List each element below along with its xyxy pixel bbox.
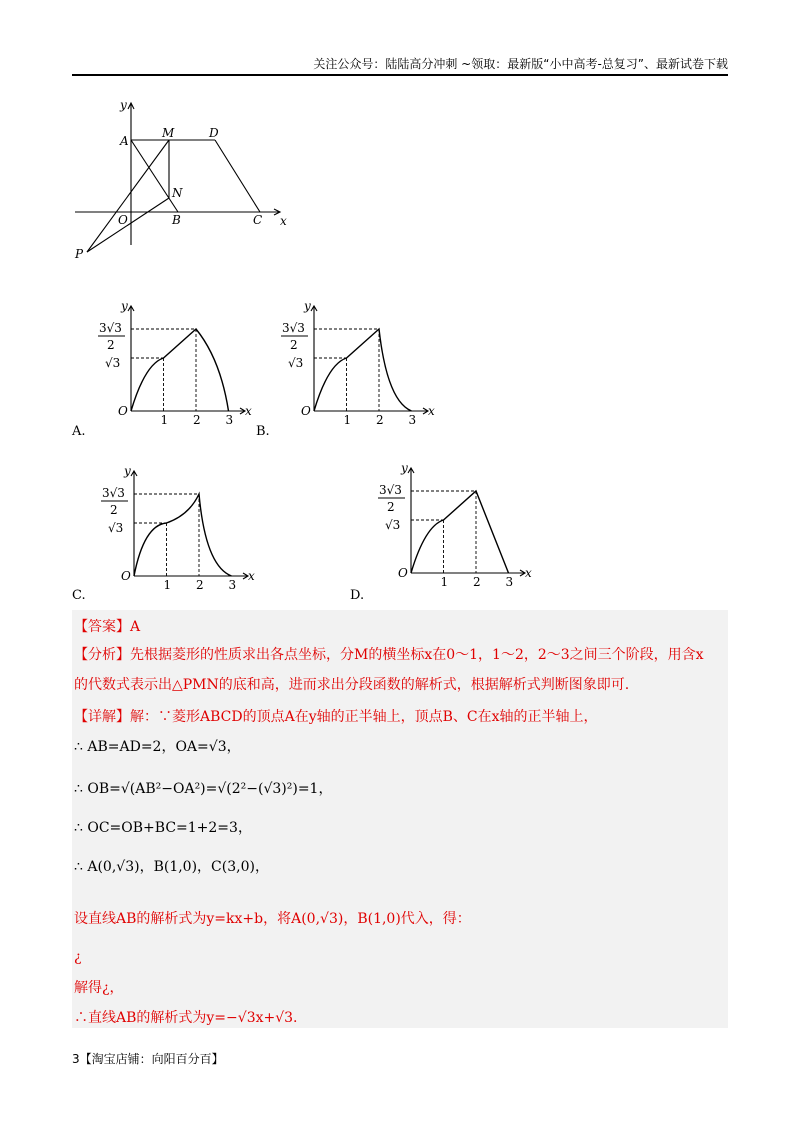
y-tick-top-num: 3√3 xyxy=(379,483,402,497)
origin-label: O xyxy=(398,566,408,580)
rhombus-figure xyxy=(70,95,300,265)
origin-label: O xyxy=(118,404,128,418)
fig-label-y: y xyxy=(120,98,127,112)
answer-tag: 【答案】 xyxy=(74,619,130,635)
y-label: y xyxy=(304,299,311,313)
option-a-curve xyxy=(131,329,229,411)
y-tick-low: √3 xyxy=(108,521,124,535)
x-tick-label: 1 xyxy=(163,578,172,592)
detail-line-1 xyxy=(74,707,598,727)
y-tick-top-num: 3√3 xyxy=(282,321,305,335)
detail-line-3: ∴ OB=√(AB²−OA²)=√(2²−(√3)²)=1， xyxy=(74,781,333,797)
detail-line-7: ¿ xyxy=(74,949,82,965)
option-d-curve xyxy=(411,491,509,573)
detail-line-9: ∴直线AB的解析式为y=−√3x+√3. xyxy=(74,1010,298,1026)
x-label: x xyxy=(248,569,255,583)
detail-line-6: 设直线AB的解析式为y=kx+b，将A(0,√3)，B(1,0)代入，得： xyxy=(74,911,471,927)
detail-line-4: ∴ OC=OB+BC=1+2=3， xyxy=(74,820,252,836)
fig-label-B: B xyxy=(172,213,181,227)
x-tick-label: 2 xyxy=(376,413,384,427)
page-footer: 3【淘宝店铺：向阳百分百】 xyxy=(72,1052,224,1066)
x-tick-label: 3 xyxy=(225,413,234,427)
page-header: 关注公众号：陆陆高分冲刺 ~领取：最新版“小中高考-总复习”、最新试卷下载 xyxy=(72,56,728,76)
option-d-label[interactable]: D. xyxy=(350,588,365,603)
detail-tag: 【详解】 xyxy=(74,709,130,725)
option-a-label[interactable]: A. xyxy=(72,424,86,439)
analysis-text-1: 先根据菱形的性质求出各点坐标，分M的横坐标x在0～1，1～2，2～3之间三个阶段，用含x xyxy=(130,647,704,663)
analysis-line-2: 的代数式表示出△PMN的底和高，进而求出分段函数的解析式，根据解析式判断图象即可. xyxy=(74,677,630,693)
y-label: y xyxy=(124,464,131,478)
x-tick-label: 3 xyxy=(408,413,417,427)
x-tick-label: 1 xyxy=(160,413,169,427)
y-tick-top-num: 3√3 xyxy=(102,486,125,500)
origin-label: O xyxy=(301,404,311,418)
option-c-curve xyxy=(134,494,232,576)
fig-label-N: N xyxy=(172,186,183,200)
x-tick-label: 3 xyxy=(228,578,237,592)
origin-label: O xyxy=(121,569,131,583)
option-d-graph xyxy=(375,460,535,590)
x-label: x xyxy=(245,404,252,418)
y-tick-top-den: 2 xyxy=(387,500,395,514)
fig-label-D: D xyxy=(209,126,219,140)
fig-label-O: O xyxy=(118,213,128,227)
detail-line-2: ∴ AB=AD=2，OA=√3， xyxy=(74,739,241,755)
x-label: x xyxy=(428,404,435,418)
option-b-curve xyxy=(314,329,412,411)
fig-label-A: A xyxy=(120,134,129,148)
y-tick-low: √3 xyxy=(105,356,121,370)
answer-line xyxy=(74,617,140,637)
x-tick-label: 3 xyxy=(505,575,514,589)
fig-label-P: P xyxy=(75,247,84,261)
x-tick-label: 2 xyxy=(473,575,481,589)
y-tick-top-num: 3√3 xyxy=(99,321,122,335)
y-label: y xyxy=(121,299,128,313)
y-tick-top-den: 2 xyxy=(107,338,115,352)
x-tick-label: 1 xyxy=(440,575,449,589)
x-tick-label: 1 xyxy=(343,413,352,427)
option-b-graph xyxy=(278,298,438,428)
analysis-tag: 【分析】 xyxy=(74,647,130,663)
detail-line-8: 解得¿， xyxy=(74,980,124,996)
fig-label-M: M xyxy=(162,126,175,140)
y-tick-low: √3 xyxy=(288,356,304,370)
y-tick-low: √3 xyxy=(385,518,401,532)
y-label: y xyxy=(401,461,408,475)
fig-label-C: C xyxy=(253,213,263,227)
x-tick-label: 2 xyxy=(193,413,201,427)
option-a-graph xyxy=(95,298,255,428)
analysis-line-1 xyxy=(74,645,704,665)
y-tick-top-den: 2 xyxy=(110,503,118,517)
option-c-graph xyxy=(98,463,258,593)
option-b-label[interactable]: B. xyxy=(256,424,270,439)
x-label: x xyxy=(525,566,532,580)
detail-line-5: ∴ A(0,√3)，B(1,0)，C(3,0)， xyxy=(74,859,269,875)
detail-text-1: 解：∵菱形ABCD的顶点A在y轴的正半轴上，顶点B、C在x轴的正半轴上， xyxy=(130,709,598,725)
answer-value: A xyxy=(130,619,141,635)
x-tick-label: 2 xyxy=(196,578,204,592)
fig-label-x: x xyxy=(280,214,287,228)
option-c-label[interactable]: C. xyxy=(72,588,86,603)
y-tick-top-den: 2 xyxy=(290,338,298,352)
